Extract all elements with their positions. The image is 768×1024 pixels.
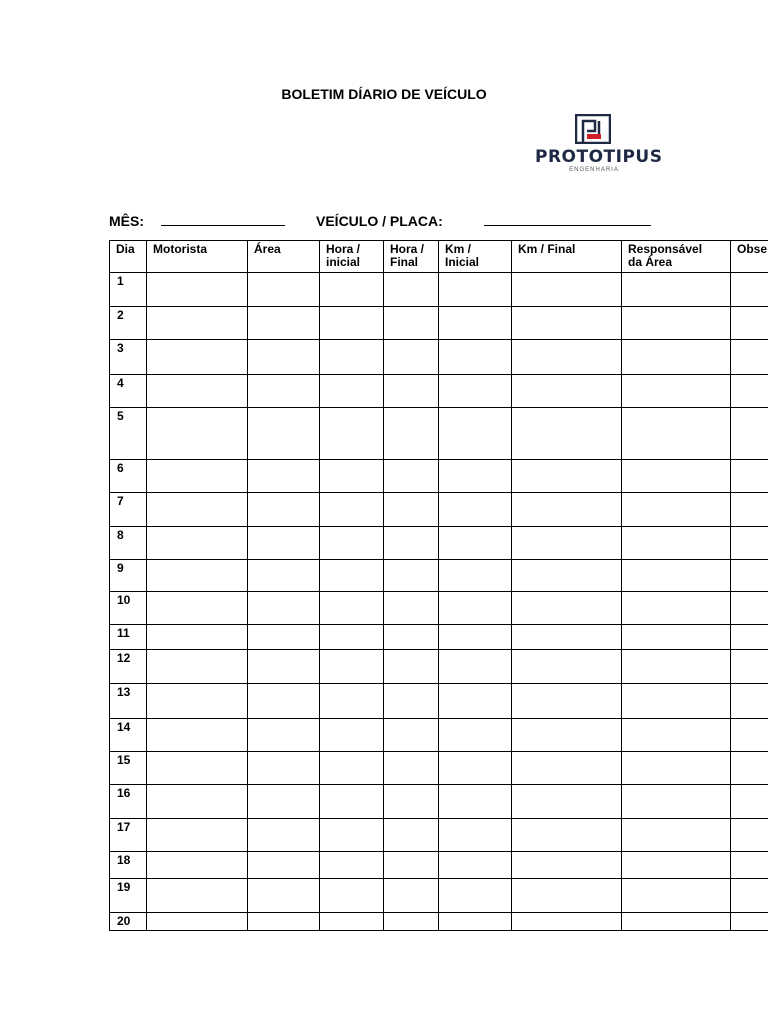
table-cell[interactable] [320,273,384,307]
table-cell[interactable] [147,592,248,625]
table-row [110,819,768,852]
day-number-cell: 13 [110,684,147,719]
table-cell[interactable] [731,879,768,913]
table-cell[interactable] [384,719,439,752]
table-cell[interactable] [384,527,439,560]
table-cell[interactable] [622,560,731,592]
table-cell[interactable] [384,913,439,931]
table-cell[interactable] [439,879,512,913]
vehicle-plate-label: VEÍCULO / PLACA: [316,213,443,229]
table-cell[interactable] [248,493,320,527]
column-header-text: Km / [445,242,472,256]
column-header [147,241,248,273]
table-cell[interactable] [248,527,320,560]
table-cell[interactable] [622,852,731,879]
table-cell[interactable] [622,493,731,527]
company-logo [535,114,663,176]
table-cell[interactable] [320,408,384,460]
table-cell[interactable] [320,913,384,931]
column-header-text: Km / Final [518,242,576,256]
table-cell[interactable] [622,408,731,460]
table-cell[interactable] [439,625,512,650]
table-row [110,852,768,879]
table-cell[interactable] [248,819,320,852]
table-cell[interactable] [384,785,439,819]
table-row [110,719,768,752]
table-cell[interactable] [384,340,439,375]
day-number-cell: 2 [110,307,147,340]
table-cell[interactable] [439,375,512,408]
table-cell[interactable] [731,340,768,375]
table-row [110,785,768,819]
table-cell[interactable] [731,819,768,852]
table-cell[interactable] [622,719,731,752]
table-cell[interactable] [731,493,768,527]
table-cell[interactable] [248,684,320,719]
table-cell[interactable] [147,340,248,375]
table-row [110,560,768,592]
table-cell[interactable] [512,408,622,460]
table-cell[interactable] [320,375,384,408]
table-cell[interactable] [622,307,731,340]
table-cell[interactable] [320,719,384,752]
day-number-cell: 3 [110,340,147,375]
table-cell[interactable] [439,340,512,375]
table-row [110,684,768,719]
table-cell[interactable] [439,852,512,879]
table-cell[interactable] [622,785,731,819]
table-cell[interactable] [439,493,512,527]
table-cell[interactable] [384,650,439,684]
day-number-cell: 6 [110,460,147,493]
table-cell[interactable] [248,592,320,625]
table-cell[interactable] [512,913,622,931]
table-cell[interactable] [248,408,320,460]
table-cell[interactable] [147,625,248,650]
day-number-cell: 4 [110,375,147,408]
table-cell[interactable] [384,408,439,460]
column-header [320,241,384,273]
table-cell[interactable] [320,785,384,819]
table-cell[interactable] [147,879,248,913]
table-cell[interactable] [147,560,248,592]
table-row [110,408,768,460]
table-cell[interactable] [439,719,512,752]
table-cell[interactable] [439,785,512,819]
table-cell[interactable] [622,625,731,650]
table-cell[interactable] [248,460,320,493]
table-cell[interactable] [439,684,512,719]
table-cell[interactable] [512,785,622,819]
day-number-cell: 7 [110,493,147,527]
table-cell[interactable] [248,273,320,307]
table-cell[interactable] [147,719,248,752]
table-cell[interactable] [320,625,384,650]
table-cell[interactable] [439,273,512,307]
table-cell[interactable] [248,625,320,650]
day-number-cell: 11 [110,625,147,650]
table-cell[interactable] [622,650,731,684]
table-cell[interactable] [731,273,768,307]
column-header-text: Área [254,242,281,256]
table-cell[interactable] [147,375,248,408]
page-title: BOLETIM DÍARIO DE VEÍCULO [281,86,487,102]
column-header [110,241,147,273]
table-cell[interactable] [731,719,768,752]
table-cell[interactable] [622,684,731,719]
table-cell[interactable] [320,819,384,852]
table-row [110,460,768,493]
column-header [731,241,768,273]
table-cell[interactable] [147,493,248,527]
day-number-cell: 10 [110,592,147,625]
vehicle-log-table [109,240,768,931]
table-cell[interactable] [147,819,248,852]
table-cell[interactable] [512,460,622,493]
table-cell[interactable] [147,913,248,931]
column-header [622,241,731,273]
table-cell[interactable] [622,879,731,913]
table-cell[interactable] [512,650,622,684]
table-cell[interactable] [439,307,512,340]
table-cell[interactable] [248,719,320,752]
table-cell[interactable] [512,719,622,752]
table-cell[interactable] [147,460,248,493]
table-cell[interactable] [512,307,622,340]
month-input-line[interactable] [161,225,285,226]
table-cell[interactable] [439,408,512,460]
table-header-row [110,241,768,273]
table-cell[interactable] [320,460,384,493]
table-cell[interactable] [320,879,384,913]
prototipus-logo-icon [575,114,611,144]
day-number-cell: 12 [110,650,147,684]
table-cell[interactable] [512,527,622,560]
table-cell[interactable] [731,527,768,560]
table-cell[interactable] [622,913,731,931]
table-row [110,879,768,913]
table-cell[interactable] [248,375,320,408]
table-cell[interactable] [147,785,248,819]
table-cell[interactable] [512,852,622,879]
table-cell[interactable] [248,913,320,931]
table-cell[interactable] [384,752,439,785]
table-cell[interactable] [384,460,439,493]
table-cell[interactable] [320,852,384,879]
table-cell[interactable] [512,493,622,527]
table-cell[interactable] [147,527,248,560]
table-row [110,375,768,408]
table-cell[interactable] [439,650,512,684]
table-cell[interactable] [731,307,768,340]
logo-subtitle: ENGENHARIA [569,167,619,173]
table-cell[interactable] [622,273,731,307]
table-cell[interactable] [147,273,248,307]
column-header [248,241,320,273]
table-cell[interactable] [731,785,768,819]
day-number-cell: 1 [110,273,147,307]
table-cell[interactable] [320,752,384,785]
table-cell[interactable] [248,752,320,785]
column-header [439,241,512,273]
table-row [110,273,768,307]
table-cell[interactable] [622,527,731,560]
table-row [110,752,768,785]
column-header-text: Hora / [326,242,361,256]
table-cell[interactable] [147,650,248,684]
day-number-cell: 8 [110,527,147,560]
table-cell[interactable] [248,852,320,879]
table-cell[interactable] [384,879,439,913]
table-cell[interactable] [384,852,439,879]
table-cell[interactable] [622,592,731,625]
table-cell[interactable] [384,560,439,592]
table-cell[interactable] [622,460,731,493]
day-number-cell: 15 [110,752,147,785]
table-cell[interactable] [439,592,512,625]
table-cell[interactable] [248,340,320,375]
column-header-text: Dia [116,242,135,256]
table-cell[interactable] [512,340,622,375]
table-cell[interactable] [512,592,622,625]
table-cell[interactable] [384,307,439,340]
column-header-text: Motorista [153,242,207,256]
table-cell[interactable] [248,307,320,340]
table-cell[interactable] [731,684,768,719]
column-header-text: Obse [737,242,768,256]
table-cell[interactable] [731,650,768,684]
table-cell[interactable] [248,650,320,684]
table-cell[interactable] [512,879,622,913]
table-cell[interactable] [320,592,384,625]
table-row [110,913,768,931]
table-row [110,625,768,650]
table-cell[interactable] [731,913,768,931]
table-cell[interactable] [512,273,622,307]
table-cell[interactable] [439,819,512,852]
table-cell[interactable] [731,560,768,592]
table-cell[interactable] [731,852,768,879]
table-row [110,340,768,375]
vehicle-plate-input-line[interactable] [484,225,651,226]
table-cell[interactable] [439,752,512,785]
column-header-text: Hora / [390,242,425,256]
day-number-cell: 20 [110,913,147,931]
day-number-cell: 9 [110,560,147,592]
table-row [110,493,768,527]
table-cell[interactable] [320,307,384,340]
table-cell[interactable] [147,684,248,719]
column-header [384,241,439,273]
logo-brand-name: PROTOTIPUS [535,147,663,167]
day-number-cell: 16 [110,785,147,819]
table-row [110,592,768,625]
table-cell[interactable] [384,375,439,408]
table-cell[interactable] [512,819,622,852]
table-row [110,650,768,684]
table-cell[interactable] [512,375,622,408]
day-number-cell: 18 [110,852,147,879]
table-cell[interactable] [512,752,622,785]
day-number-cell: 5 [110,408,147,460]
table-cell[interactable] [320,340,384,375]
table-cell[interactable] [320,493,384,527]
column-header-text: Responsável [628,242,703,256]
table-cell[interactable] [731,752,768,785]
table-cell[interactable] [320,527,384,560]
table-cell[interactable] [384,493,439,527]
table-cell[interactable] [731,375,768,408]
table-cell[interactable] [384,592,439,625]
table-cell[interactable] [248,560,320,592]
table-row [110,527,768,560]
table-cell[interactable] [439,527,512,560]
table-cell[interactable] [439,913,512,931]
table-cell[interactable] [439,460,512,493]
day-number-cell: 14 [110,719,147,752]
table-cell[interactable] [320,650,384,684]
column-header-text: inicial [326,255,361,269]
column-header-text: Final [390,255,419,269]
table-row [110,307,768,340]
table-cell[interactable] [731,408,768,460]
table-cell[interactable] [622,375,731,408]
table-cell[interactable] [320,684,384,719]
table-cell[interactable] [248,785,320,819]
table-cell[interactable] [731,592,768,625]
table-cell[interactable] [731,460,768,493]
month-label: MÊS: [109,213,144,229]
day-number-cell: 19 [110,879,147,913]
day-number-cell: 17 [110,819,147,852]
table-cell[interactable] [512,684,622,719]
column-header [512,241,622,273]
table-cell[interactable] [622,340,731,375]
table-cell[interactable] [384,273,439,307]
table-cell[interactable] [147,752,248,785]
table-cell[interactable] [512,560,622,592]
table-cell[interactable] [320,560,384,592]
table-cell[interactable] [147,307,248,340]
table-cell[interactable] [622,819,731,852]
table-cell[interactable] [512,625,622,650]
table-cell[interactable] [439,560,512,592]
column-header-text: da Área [628,255,673,269]
table-cell[interactable] [731,625,768,650]
table-cell[interactable] [147,852,248,879]
table-cell[interactable] [248,879,320,913]
table-cell[interactable] [384,819,439,852]
table-cell[interactable] [384,684,439,719]
table-cell[interactable] [384,625,439,650]
table-cell[interactable] [622,752,731,785]
table-cell[interactable] [147,408,248,460]
column-header-text: Inicial [445,255,480,269]
